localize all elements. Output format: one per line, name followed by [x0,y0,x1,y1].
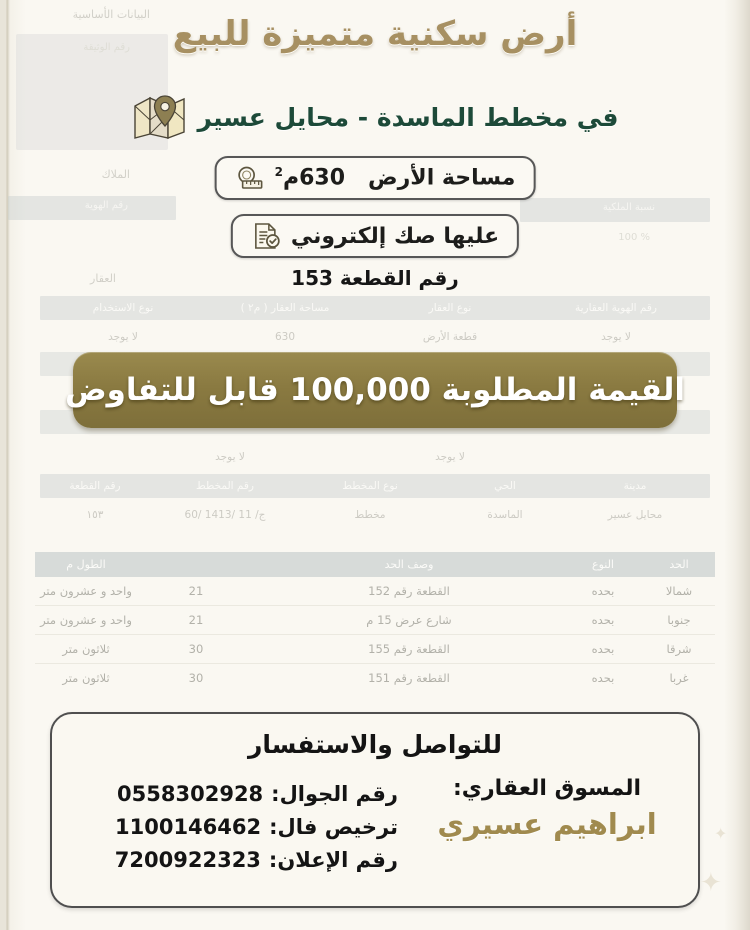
area-measure-icon [235,163,265,193]
bg-th-city: مدينة [623,480,647,492]
bg-value-ownership-share: % 100 [618,232,650,243]
bg-td-plan-number: ج/ 11 /1413 /60 [184,509,266,521]
bg-section-basic-data: البيانات الأساسية [72,8,150,21]
cell-description: شارع عرض 15 م [255,606,563,635]
bg-td-property-area: 630 [274,331,296,343]
bg-label-id-number: رقم الهوية [84,200,128,211]
cell-length-text: واحد و عشرون متر [35,577,137,606]
cell-description: القطعة رقم 152 [255,577,563,606]
sparkle-icon: ✦ [714,824,728,843]
table-row [35,606,715,635]
area-chip-label: مساحة الأرض 630م$^2$ [274,165,516,191]
contact-line-ad-number [76,848,398,872]
cell-type: بحده [563,635,643,664]
contact-line-license [76,815,398,839]
deed-chip[interactable] [231,214,519,258]
location-subtitle: في مخطط الماسدة - محايل عسير [197,102,619,132]
th-direction: الحد [643,552,715,577]
cell-direction: شمالا [643,577,715,606]
th-type: النوع [563,552,643,577]
plot-number-line: رقم القطعة 153 [291,266,459,290]
contact-title: للتواصل والاستفسار [248,730,502,759]
agent-block [422,776,672,841]
th-length-number [137,552,255,577]
bg-label-ownership-share: نسبة الملكية [602,202,655,213]
cell-description: القطعة رقم 155 [255,635,563,664]
table-row [35,635,715,664]
sparkle-icon: ✦ [700,868,722,898]
th-description: وصف الحد [255,552,563,577]
cell-length-text: واحد و عشرون متر [35,606,137,635]
bg-td-usage-type: لا يوجد [108,331,138,343]
license-label: ترخيص فال: [269,815,398,839]
cell-type: بحده [563,606,643,635]
mobile-value[interactable]: 0558302928 [117,782,264,806]
cell-direction: شرقا [643,635,715,664]
cell-direction: جنوبا [643,606,715,635]
price-banner-text: القيمة المطلوبة 100,000 قابل للتفاوض [64,372,686,408]
page-title: أرض سكنية متميزة للبيع [172,14,578,54]
cell-length-text: ثلاثون متر [35,635,137,664]
contact-line-mobile[interactable] [76,782,398,806]
bg-th-property-type: نوع العقار [428,302,472,314]
bg-th-property-area: مساحة العقار ( م٢ ) [240,302,330,314]
area-chip[interactable] [215,156,536,200]
boundaries-header-row [35,552,715,577]
agent-label: المسوق العقاري: [453,776,641,801]
cell-type: بحده [563,664,643,693]
bg-td-realestate-id: لا يوجد [601,331,631,343]
contact-lines [76,782,398,881]
th-length-text: الطول م [35,552,137,577]
bg-section-owners: الملاك [101,168,130,181]
ad-number-label: رقم الإعلان: [268,848,398,872]
bg-td-district: الماسدة [487,509,523,521]
agent-name: ابراهيم عسيري [437,807,657,841]
bg-td-mid-2: لا يوجد [215,451,245,463]
cell-length-number: 21 [137,577,255,606]
cell-type: بحده [563,577,643,606]
bg-th-plan-type: نوع المخطط [342,480,398,492]
bg-td-mid-1: لا يوجد [435,451,465,463]
bg-td-plot-number: ١٥٣ [86,509,104,521]
cell-length-number: 30 [137,635,255,664]
bg-td-property-type: قطعة الأرض [422,331,478,343]
cell-description: القطعة رقم 151 [255,664,563,693]
license-value: 1100146462 [115,815,262,839]
mobile-label: رقم الجوال: [271,782,398,806]
cell-length-number: 30 [137,664,255,693]
map-pin-icon [132,92,188,142]
cell-length-text: ثلاثون متر [35,664,137,693]
bg-section-property: العقار [90,272,116,285]
table-row [35,664,715,693]
ad-number-value: 7200922323 [114,848,261,872]
location-line [0,92,750,142]
bg-th-realestate-id: رقم الهوية العقارية [574,302,657,314]
bg-td-plan-type: مخطط [354,509,386,521]
bg-th-plot-number: رقم القطعة [69,480,121,492]
bg-th-plan-number: رقم المخطط [196,480,254,492]
bg-th-usage-type: نوع الاستخدام [92,302,154,314]
table-row [35,577,715,606]
bg-th-district: الحي [494,480,516,492]
deed-chip-label: عليها صك إلكتروني [290,223,500,249]
price-banner [64,352,686,428]
bg-label-doc-number: رقم الوثيقة [83,42,130,53]
bg-td-city: محايل عسير [607,509,663,521]
deed-document-check-icon [251,221,281,251]
cell-direction: غربا [643,664,715,693]
cell-length-number: 21 [137,606,255,635]
contact-card [50,712,700,908]
boundaries-table [35,552,715,692]
